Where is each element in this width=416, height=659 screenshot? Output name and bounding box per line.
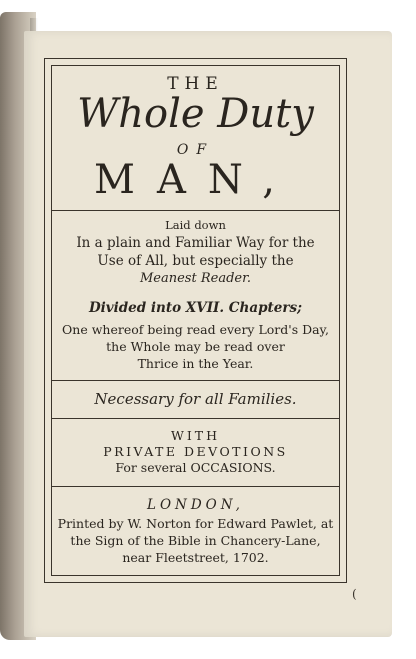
imprint-line-3: near Fleetstreet, 1702. <box>122 550 269 565</box>
imprint-line-2: the Sign of the Bible in Chancery-Lane, <box>70 533 321 548</box>
subtitle-line-4: Meanest Reader. <box>139 271 251 286</box>
subtitle-line-2: In a plain and Familiar Way for the <box>76 235 315 251</box>
imprint-london: LONDON, <box>147 497 244 513</box>
subtitle-line-6: One whereof being read every Lord's Day, <box>62 322 329 337</box>
laid-down: Laid down <box>165 218 226 232</box>
title-whole-duty: Whole Duty <box>77 91 314 137</box>
rule-4 <box>51 486 340 487</box>
with-line: WITH <box>170 428 221 443</box>
title-the: THE <box>167 74 224 94</box>
rule-2 <box>51 380 340 381</box>
imprint-line-1: Printed by W. Norton for Edward Pawlet, at <box>57 516 334 531</box>
subtitle-line-3: Use of All, but especially the <box>97 253 294 269</box>
rule-3 <box>51 418 340 419</box>
title-man: MAN, <box>94 157 297 203</box>
rule-1 <box>51 210 340 211</box>
private-devotions: PRIVATE DEVOTIONS <box>103 444 288 459</box>
subtitle-line-8: Thrice in the Year. <box>137 356 254 371</box>
several-occasions: For several OCCASIONS. <box>115 460 276 475</box>
title-of: OF <box>176 142 215 158</box>
necessary-line: Necessary for all Families. <box>94 390 297 408</box>
margin-mark: ( <box>352 587 357 601</box>
subtitle-line-7: the Whole may be read over <box>106 339 285 354</box>
divided-line: Divided into XVII. Chapters; <box>88 300 303 316</box>
